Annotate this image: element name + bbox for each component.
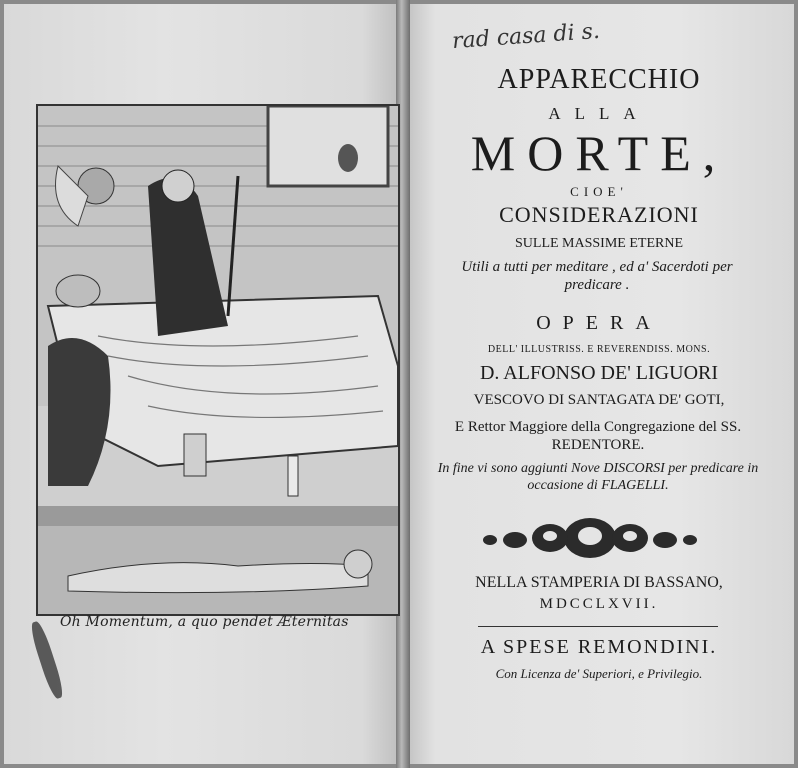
subtitle-italic: Utili a tutti per meditare , ed a' Sacerdoti per predicare . (461, 259, 733, 293)
frontispiece-engraving (36, 104, 400, 616)
demon-figure (48, 338, 111, 486)
publisher-line: A SPESE REMONDINI. (480, 636, 718, 658)
subtitle-line: SULLE MASSIME ETERNE (515, 236, 683, 251)
title-line-3: MORTE, (470, 125, 728, 181)
author-honorific: DELL' ILLUSTRISS. E REVERENDISS. MONS. (487, 344, 711, 355)
owl-figure (338, 144, 358, 172)
title-line-2: ALLA (548, 104, 650, 123)
manuscript-note: rad casa di s. (451, 18, 601, 55)
publication-year: MDCCLXVII. (539, 596, 659, 612)
hourglass (184, 434, 206, 476)
floral-ornament (480, 508, 700, 568)
dying-man-figure (56, 275, 100, 307)
opera-label: OPERA (536, 312, 662, 334)
printer-line: NELLA STAMPERIA DI BASSANO, (475, 574, 723, 591)
appendix-note: In fine vi sono aggiunti Nove DISCORSI per predicare in occasione di FLAGELLI. (437, 461, 759, 493)
license-line: Con Licenza de' Superiori, e Privilegio. (495, 666, 703, 681)
author-name: D. ALFONSO DE' LIGUORI (479, 362, 719, 384)
frontispiece-caption: Oh Momentum, a quo pendet Æternitas (60, 614, 349, 630)
title-line-1: APPARECCHIO (497, 64, 701, 95)
candle (288, 456, 298, 496)
title-line-4: CIOE' (570, 184, 628, 199)
author-office: E Rettor Maggiore della Congregazione del SS. REDENTORE. (454, 419, 742, 453)
window (268, 106, 388, 186)
title-line-5: CONSIDERAZIONI (499, 202, 699, 227)
author-title: VESCOVO DI SANTAGATA DE' GOTI, (473, 392, 725, 408)
divider-rule (478, 626, 718, 627)
